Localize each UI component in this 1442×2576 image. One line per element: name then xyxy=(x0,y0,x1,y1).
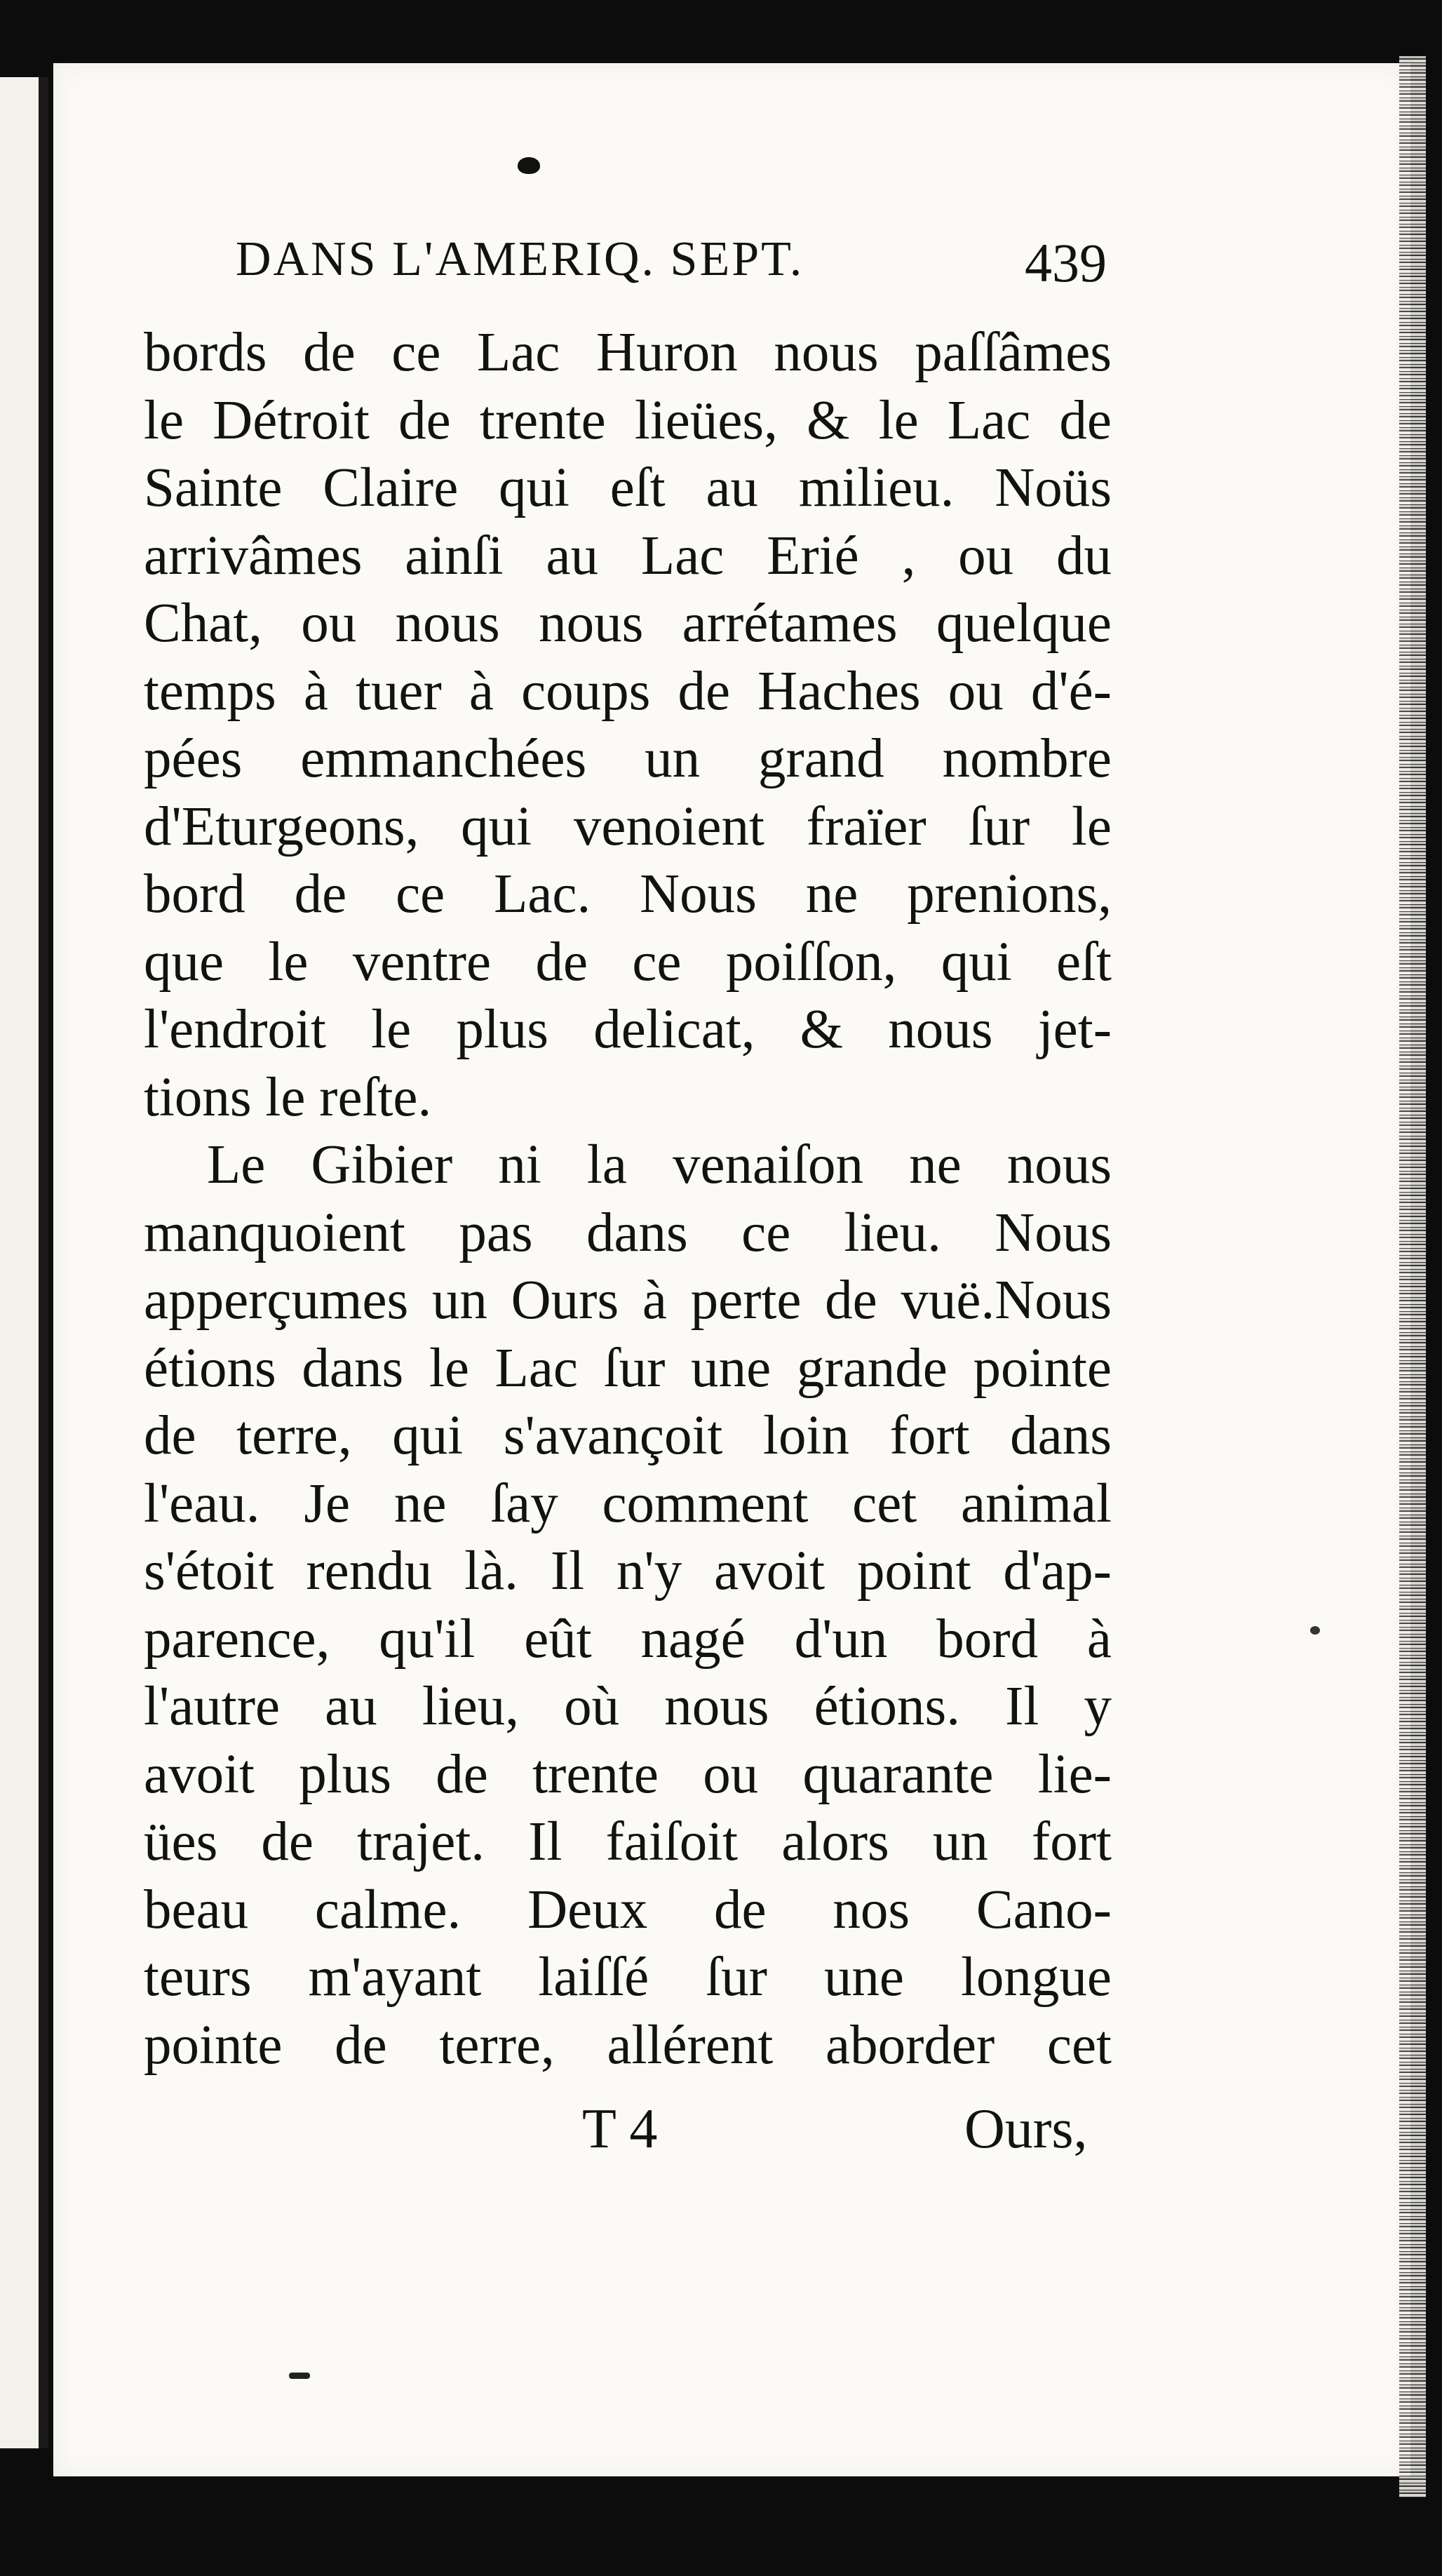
text-line: l'autre au lieu, où nous étions. Il y xyxy=(144,1676,1112,1737)
catchword: Ours, xyxy=(964,2098,1088,2160)
page-number: 439 xyxy=(1025,232,1107,293)
text-line: arrivâmes ainſi au Lac Erié , ou du xyxy=(144,525,1112,586)
text-line: ües de trajet. Il faiſoit alors un fort xyxy=(144,1811,1112,1872)
text-line: l'eau. Je ne ſay comment cet animal xyxy=(144,1473,1112,1534)
ink-speck xyxy=(289,2373,310,2379)
running-head: DANS L'AMERIQ. SEPT. xyxy=(236,232,804,286)
text-line: bord de ce Lac. Nous ne prenions, xyxy=(144,864,1112,925)
text-line: le Détroit de trente lieües, & le Lac de xyxy=(144,389,1112,451)
text-line: pées emmanchées un grand nombre xyxy=(144,728,1112,789)
text-line: que le ventre de ce poiſſon, qui eſt xyxy=(144,931,1112,993)
text-line: avoit plus de trente ou quarante lie- xyxy=(144,1743,1112,1805)
text-line: tions le reſte. xyxy=(144,1066,432,1128)
text-line: bords de ce Lac Huron nous paſſâmes xyxy=(144,322,1112,383)
body-text xyxy=(144,319,1112,2079)
text-line: l'endroit le plus delicat, & nous jet- xyxy=(144,999,1112,1060)
adjacent-page-edge xyxy=(0,77,48,2448)
text-line: beau calme. Deux de nos Cano- xyxy=(144,1879,1112,1940)
text-line: pointe de terre, allérent aborder cet xyxy=(144,2014,1112,2076)
text-line: apperçumes un Ours à perte de vuë.Nous xyxy=(144,1270,1112,1331)
signature-mark: T 4 xyxy=(582,2098,658,2160)
text-line: manquoient pas dans ce lieu. Nous xyxy=(144,1202,1112,1263)
text-line: Chat, ou nous nous arrétames quelque xyxy=(144,593,1112,654)
text-line: teurs m'ayant laiſſé ſur une longue xyxy=(144,1947,1112,2008)
text-line: Le Gibier ni la venaiſon ne nous xyxy=(207,1134,1112,1195)
page-fore-edge xyxy=(1399,56,1426,2497)
text-line: s'étoit rendu là. Il n'y avoit point d'ap- xyxy=(144,1541,1112,1602)
text-line: parence, qu'il eût nagé d'un bord à xyxy=(144,1608,1112,1670)
text-line: Sainte Claire qui eſt au milieu. Noüs xyxy=(144,457,1112,518)
text-line: temps à tuer à coups de Haches ou d'é- xyxy=(144,660,1112,722)
text-line: étions dans le Lac ſur une grande pointe xyxy=(144,1337,1112,1399)
ornament-dot xyxy=(518,157,540,174)
text-line: de terre, qui s'avançoit loin fort dans xyxy=(144,1405,1112,1466)
text-line: d'Eturgeons, qui venoient fraïer ſur le xyxy=(144,796,1112,857)
ink-speck xyxy=(1310,1626,1320,1635)
